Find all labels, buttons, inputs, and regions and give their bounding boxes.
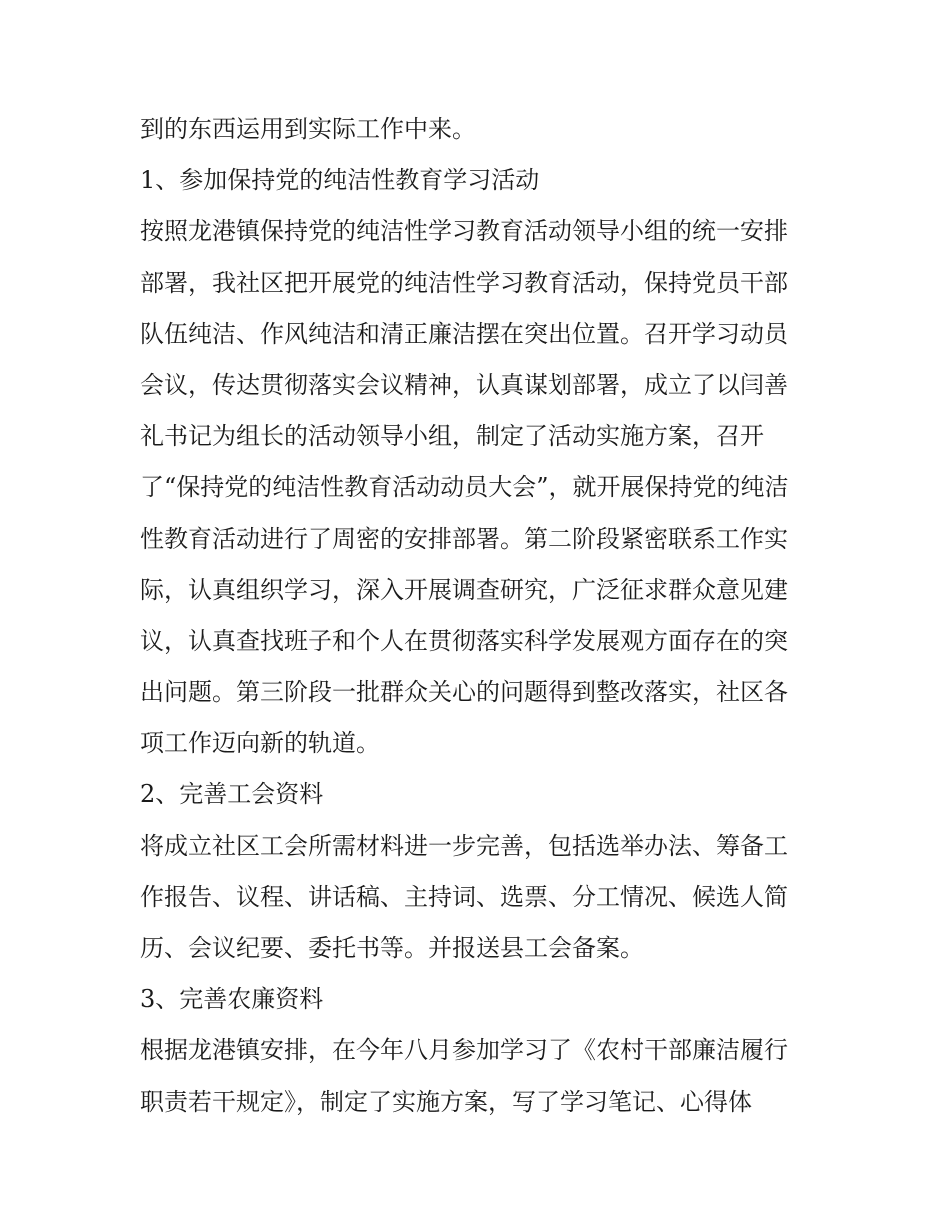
paragraph [140,210,820,773]
text-line: 职责若干规定》，制定了实施方案，写了学习笔记、心得体 [140,1087,752,1116]
section-heading-1 [140,159,820,210]
text-line: 礼书记为组长的活动领导小组，制定了活动实施方案，召开 [140,422,764,451]
text-line: 性教育活动进行了周密的安排部署。第二阶段紧密联系工作实 [140,524,788,553]
heading-text: 2、完善工会资料 [140,780,324,809]
text-line: 历、会议纪要、委托书等。并报送县工会备案。 [140,934,644,962]
text-line: 会议，传达贯彻落实会议精神，认真谋划部署，成立了以闫善 [140,370,788,399]
heading-text: 1、参加保持党的纯洁性教育学习活动 [140,166,540,195]
text-line: 部署，我社区把开展党的纯洁性学习教育活动，保持党员干部 [140,268,788,297]
paragraph [140,825,820,979]
text-line: 出问题。第三阶段一批群众关心的问题得到整改落实，社区各 [140,678,788,707]
paragraph [140,108,820,159]
text-line: 将成立社区工会所需材料进一步完善，包括选举办法、筹备工 [140,831,788,860]
section-heading-2 [140,773,820,824]
heading-text: 3、完善农廉资料 [140,985,324,1014]
text-line: 项工作迈向新的轨道。 [140,729,380,758]
section-heading-3 [140,978,820,1029]
text-line: 根据龙港镇安排，在今年八月参加学习了《农村干部廉洁履行 [140,1036,788,1065]
text-line: 作报告、议程、讲话稿、主持词、选票、分工情况、候选人简 [140,882,788,911]
document-body [140,108,820,1132]
paragraph [140,1029,820,1131]
text-line: 议，认真查找班子和个人在贯彻落实科学发展观方面存在的突 [140,626,788,655]
text-line: 际，认真组织学习，深入开展调查研究，广泛征求群众意见建 [140,575,788,604]
text-line: 按照龙港镇保持党的纯洁性学习教育活动领导小组的统一安排 [140,217,788,246]
text-line: 了“保持党的纯洁性教育活动动员大会”，就开展保持党的纯洁 [140,473,789,502]
text-line: 到的东西运用到实际工作中来。 [140,115,476,143]
text-line: 队伍纯洁、作风纯洁和清正廉洁摆在突出位置。召开学习动员 [140,319,788,348]
